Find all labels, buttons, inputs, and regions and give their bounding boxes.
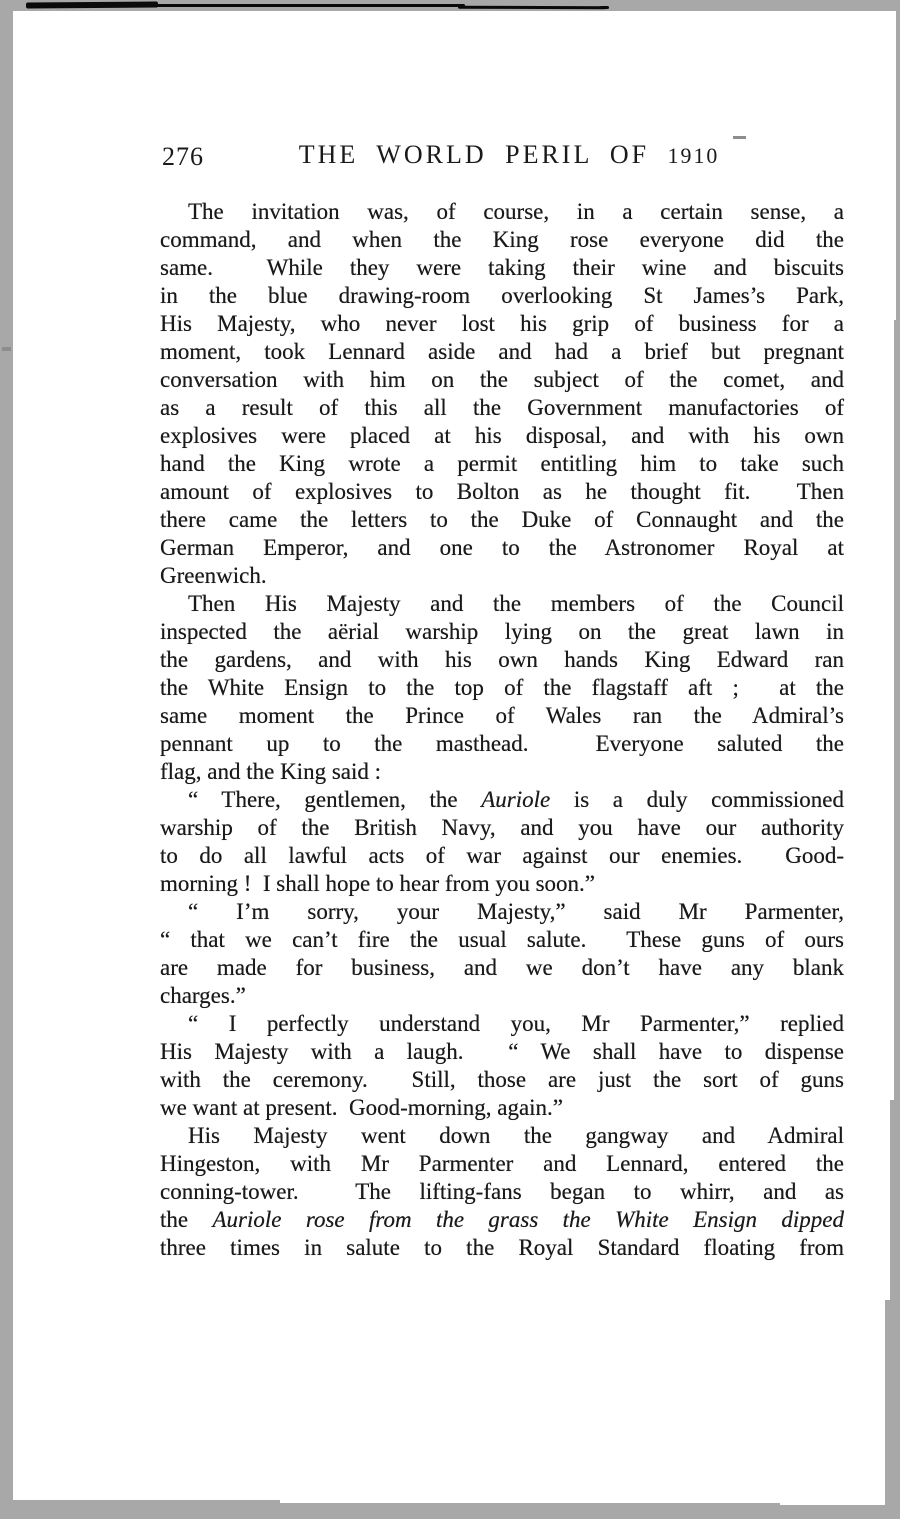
text-line [160, 1206, 844, 1234]
text-line [160, 758, 844, 786]
text-segment: inspected the aërial warship lying on the great lawn in [160, 619, 844, 644]
text-segment: we want at present. Good-morning, again.” [160, 1095, 564, 1120]
page-number: 276 [162, 142, 204, 171]
text-segment: there came the letters to the Duke of Connaught and the [160, 507, 844, 532]
page-header [160, 140, 844, 174]
text-line [160, 646, 844, 674]
book-title [160, 140, 844, 170]
text-column [160, 198, 844, 1262]
scan-border-bottom [0, 1505, 900, 1519]
book-title-text: THE WORLD PERIL OF [298, 140, 650, 169]
text-line [160, 226, 844, 254]
text-line [160, 534, 844, 562]
text-segment: same. While they were taking their wine and biscuits [160, 255, 844, 280]
text-segment: “ I perfectly understand you, Mr Parmenter,” replied [188, 1011, 844, 1036]
scan-border-left [0, 0, 13, 1519]
text-line [160, 478, 844, 506]
text-line [160, 926, 844, 954]
text-segment: Greenwich. [160, 563, 267, 588]
text-line [160, 506, 844, 534]
text-segment: are made for business, and we don’t have any blank [160, 955, 844, 980]
text-segment: to do all lawful acts of war against our enemies. Good- [160, 843, 844, 868]
text-segment: is a duly commissioned [550, 787, 844, 812]
text-segment: German Emperor, and one to the Astronomer Royal at [160, 535, 844, 560]
text-line [160, 1178, 844, 1206]
text-line [160, 254, 844, 282]
paragraph [160, 590, 844, 786]
text-segment: conning-tower. The lifting-fans began to whirr, and as [160, 1179, 844, 1204]
text-segment: pennant up to the masthead. Everyone saluted the [160, 731, 844, 756]
text-segment: His Majesty, who never lost his grip of business for a [160, 311, 844, 336]
text-line [160, 422, 844, 450]
text-segment: conversation with him on the subject of the comet, and [160, 367, 844, 392]
text-line [160, 870, 844, 898]
text-line [160, 674, 844, 702]
scan-speck [600, 6, 609, 9]
text-line [160, 982, 844, 1010]
text-line [160, 898, 844, 926]
text-line [160, 1038, 844, 1066]
book-title-year: 1910 [667, 144, 720, 168]
text-segment: three times in salute to the Royal Standard floating from [160, 1235, 844, 1260]
text-line [160, 1010, 844, 1038]
scan-speck [2, 347, 11, 351]
text-line [160, 730, 844, 758]
text-segment: same moment the Prince of Wales ran the Admiral’s [160, 703, 844, 728]
text-line [160, 366, 844, 394]
text-segment: flag, and the King said : [160, 759, 382, 784]
text-segment: The invitation was, of course, in a certain sense, a [188, 199, 844, 224]
text-segment: with the ceremony. Still, those are just the sort of guns [160, 1067, 844, 1092]
text-segment: the gardens, and with his own hands King Edward ran [160, 647, 844, 672]
text-segment: command, and when the King rose everyone did the [160, 227, 844, 252]
text-segment: the White Ensign to the top of the flagstaff aft ; at the [160, 675, 844, 700]
text-line [160, 842, 844, 870]
text-line [160, 590, 844, 618]
paragraph [160, 786, 844, 898]
scan-border-right [896, 0, 900, 320]
text-segment: His Majesty went down the gangway and Admiral [188, 1123, 844, 1148]
text-segment: moment, took Lennard aside and had a brief but pregnant [160, 339, 844, 364]
text-line [160, 394, 844, 422]
text-segment: charges.” [160, 983, 246, 1008]
text-line [160, 1122, 844, 1150]
text-line [160, 282, 844, 310]
text-line [160, 702, 844, 730]
paragraph [160, 1122, 844, 1262]
text-segment: “ I’m sorry, your Majesty,” said Mr Parmenter, [188, 899, 844, 924]
text-segment: the [160, 1207, 213, 1232]
text-line [160, 1094, 844, 1122]
text-line [160, 562, 844, 590]
text-line [160, 618, 844, 646]
text-line [160, 954, 844, 982]
text-segment: warship of the British Navy, and you have our authority [160, 815, 844, 840]
text-line [160, 1150, 844, 1178]
scan-border-right [890, 1100, 900, 1310]
italic-text: Auriole rose from the grass the White Ensign dipped [212, 1207, 844, 1232]
italic-text: Auriole [481, 787, 551, 812]
text-segment: explosives were placed at his disposal, and with his own [160, 423, 844, 448]
text-line [160, 786, 844, 814]
text-line [160, 1066, 844, 1094]
text-segment: morning ! I shall hope to hear from you soon.” [160, 871, 595, 896]
paragraph [160, 1010, 844, 1122]
text-segment: as a result of this all the Government manufactories of [160, 395, 844, 420]
text-segment: amount of explosives to Bolton as he thought fit. Then [160, 479, 844, 504]
scan-border-bottom [0, 1500, 280, 1505]
text-segment: Then His Majesty and the members of the Council [188, 591, 844, 616]
text-line [160, 338, 844, 366]
scan-streak [458, 6, 606, 10]
paragraph [160, 198, 844, 590]
text-segment: “ that we can’t fire the usual salute. These guns of ours [160, 927, 844, 952]
text-segment: “ There, gentlemen, the [188, 787, 482, 812]
text-segment: hand the King wrote a permit entitling him to take such [160, 451, 844, 476]
paragraph [160, 898, 844, 1010]
scan-border-right [885, 1300, 900, 1519]
scan-streak [26, 2, 158, 9]
text-line [160, 198, 844, 226]
text-line [160, 1234, 844, 1262]
scan-streak [150, 4, 465, 7]
scan-border-bottom [280, 1503, 780, 1505]
scan-border-right [894, 320, 900, 1110]
text-line [160, 310, 844, 338]
text-segment: in the blue drawing-room overlooking St James’s Park, [160, 283, 844, 308]
text-line [160, 450, 844, 478]
text-segment: Hingeston, with Mr Parmenter and Lennard, entered the [160, 1151, 844, 1176]
text-segment: His Majesty with a laugh. “ We shall have to dispense [160, 1039, 844, 1064]
scan-speck [733, 136, 746, 139]
text-line [160, 814, 844, 842]
